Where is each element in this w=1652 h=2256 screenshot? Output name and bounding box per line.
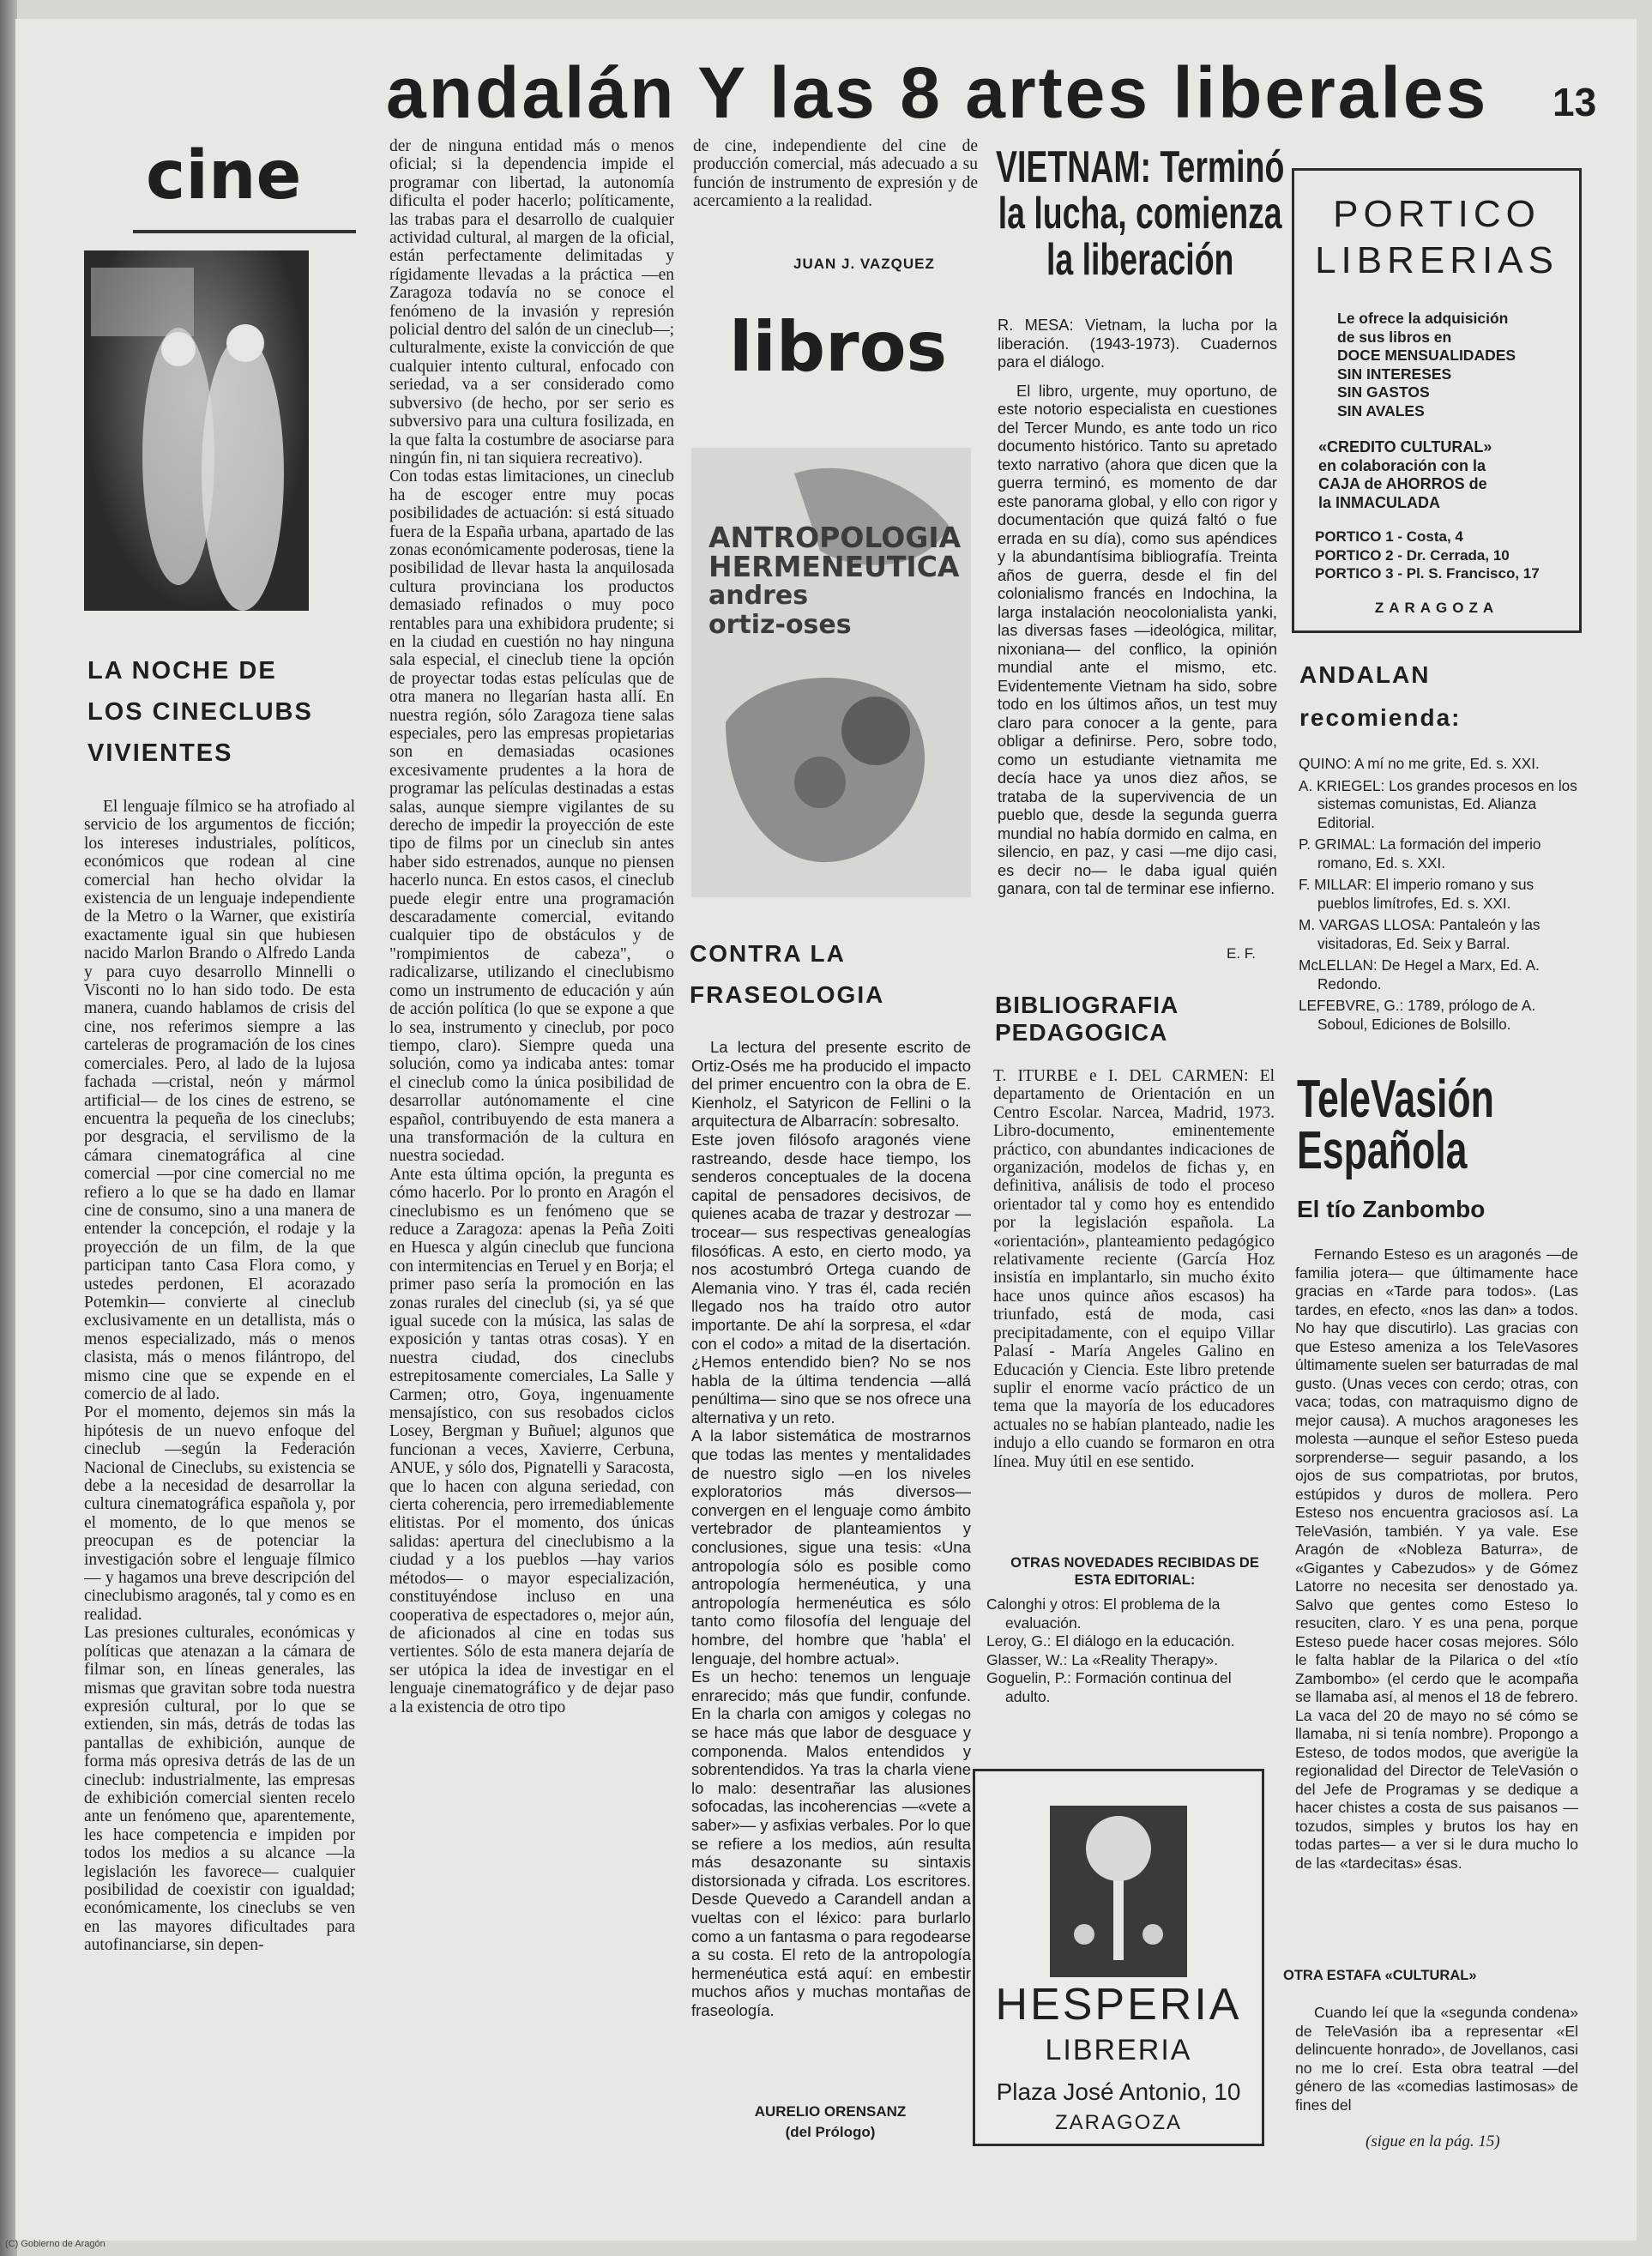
cine-body-1: El lenguaje fílmico se ha atrofiado al servicio de los argumentos de ficción; los intereses industriales, políticos, económicos que rodean al cine comercial han hecho olvidar la existencia de un lenguaje independiente de la Metro o la Warner, que existiría exactamente igual sin que hubiesen nacido Marlon Brando o Alfredo Landa y para cuyo desarrollo Minnelli o Visconti no lo han sido todo. De esta manera, cuando hablamos de crisis del cine, nos referimos siempre a las carteleras de programación de los cines comerciales. Pero, al lado de la lujosa fachada —cristal, neón y mármol artificial— de los cines de estreno, se encuentra la pequeña de los cineclubs; por desgracia, el servilismo de la cámara cinematográfica al cine comercial —por cine comercial no me refiero a lo que se ha dado en llamar cine de consumo, sino a una manera de entender la concepción, el rodaje y la proyección de un film, de la que participan tanto Casa Flora como, y ustedes perdonen, El acorazado Potemkin— convierte al cineclub exclusivamente en un detallista, más o menos especializado, más o menos clasista, más o menos filántropo, del mismo cine que se expende en el comercio de al lado. Por el momento, dejemos sin más la hipótesis de un nuevo enfoque del cineclub —según la Federación Nacional de Cineclubs, su existencia se debe a la necesidad de desarrollar la cultura cinematográfica española y, por el momento, de lo que menos se preocupan es de potenciar la investigación sobre el lenguaje fílmico— y hagamos una breve descripción del cineclubismo aragonés, tal y como es en realidad. Las presiones culturales, económicas y políticas que atenazan a la cámara de filmar son, en líneas generales, las mismas que gravitan sobre toda nuestra expresión cultural, por lo que se extienden, sin más, detrás de todas las pantallas de exhibición, aunque de forma más opresiva detrás de las de un cineclub: industrialmente, las empresas de exhibición comercial sienten recelo ante un fenómeno que, aparentemente, les hace competencia e impiden por todos los medios a su alcance —la legislación les favorece— cualquier posibilidad de coexistir con igualdad; económicamente, los cineclubs se ven en las mayores dificultades para autofinanciarse, sin depen- bbox=[84, 798, 355, 1955]
list-item: McLELLAN: De Hegel a Marx, Ed. A. Redondo. bbox=[1299, 956, 1540, 992]
cine-article-title: LA NOCHE DE LOS CINECLUBS VIVIENTES bbox=[87, 657, 313, 767]
libros-article-title: CONTRA LA FRASEOLOGIA bbox=[690, 940, 885, 1008]
hesperia-ad bbox=[973, 1769, 1264, 2146]
list-item: Goguelin, P.: Formación continua del adulto. bbox=[986, 1669, 1232, 1705]
recomienda-list bbox=[1299, 755, 1578, 1037]
credit-line: (C) Gobierno de Aragón bbox=[5, 2239, 106, 2249]
portico-title: PORTICO LIBRERIAS bbox=[1315, 193, 1559, 281]
tve-headline: TeleVasión Española bbox=[1297, 1070, 1494, 1180]
recomienda-title: ANDALAN recomienda: bbox=[1299, 661, 1462, 731]
list-item: P. GRIMAL: La formación del imperio romano, Ed. s. XXI. bbox=[1299, 835, 1541, 872]
page-number: 13 bbox=[1553, 80, 1597, 124]
binding-spine bbox=[0, 0, 17, 2256]
list-item: M. VARGAS LLOSA: Pantaleón y las visitadoras, Ed. Seix y Barral. bbox=[1299, 916, 1540, 952]
cine-column-2 bbox=[389, 137, 674, 2153]
book-cover bbox=[691, 448, 971, 897]
tve-subtitle: El tío Zanbombo bbox=[1297, 1196, 1486, 1222]
list-item: F. MILLAR: El imperio romano y sus pueblos limítrofes, Ed. s. XXI. bbox=[1299, 876, 1534, 912]
bibliografia-title: BIBLIOGRAFIA PEDAGOGICA bbox=[995, 992, 1179, 1046]
libros-body: La lectura del presente escrito de Ortiz-Osés me ha producido el impacto del primer encuentro con la obra de E. Kienholz, el Satyricon de Fellini o la arquitectura de Albarracín: sobresalto. Este joven filósofo aragonés viene rastreando, desde hace tiempo, los senderos conceptuales de la docena capital de pensadores decisivos, de quienes acaba de trazar y destrozar —trocear— sus respectivas genealogías filosóficas. A esto, en cierto modo, ya nos acostumbró Ortega cuando de Alemania vino. Y tras él, cada recién llegado nos ha traído otro autor importante. De ahí la sorpresa, el «dar con el codo» a mitad de la disertación. ¿Hemos entendido bien? No se nos habla de la última tendencia —allá penúltima— sino que se nos ofrece una alternativa y un reto. A la labor sistemática de mostrarnos que todas las mentes y mentalidades de nuestro siglo —en los niveles exploratorios más diversos— convergen en el lenguaje como ámbito vertebrador de planteamientos y conclusiones, sigue una tesis: «Una antropología sólo es posible como antropología hermenéutica, y una antropología hermenéutica es sólo tanto como filosofía del lenguaje del hombre, del hombre que 'habla' el lenguaje, del hombre actual». Es un hecho: tenemos un lenguaje enrarecido; más que fundir, confunde. En la charla con amigos y colegas no se hace más que labor de desguace y componenda. Malos entendidos y sobrentendidos. Ya tras la charla viene lo malo: desentrañar las alusiones sofocadas, las incoherencias —«vete a saber»— y asfixias verbales. Por lo que se refiere a los medios, aún resulta más desazonante su sintaxis distorsionada y cifrada. Los escritores. Desde Quevedo a Carandell andan a vueltas con el léxico: para burlarlo como a un fantasma o para regodearse a su costa. El reto de la antropología hermenéutica está aquí: en embestir muchos años y muchas montañas de fraseología. bbox=[691, 1038, 971, 2019]
section-title-cine: cine bbox=[146, 137, 302, 214]
portico-credit: «CREDITO CULTURAL» en colaboración con la CAJA de AHORROS de la INMACULADA bbox=[1318, 438, 1492, 511]
hesperia-name: HESPERIA bbox=[995, 1980, 1242, 2030]
libros-author: AURELIO ORENSANZ (del Prólogo) bbox=[754, 2103, 907, 2140]
vietnam-book-ref: R. MESA: Vietnam, la lucha por la liberación. (1943-1973). Cuadernos para el diálogo. bbox=[998, 316, 1277, 371]
vietnam-body: El libro, urgente, muy oportuno, de este notorio especialista en cuestiones del Tercer Mundo, es ante todo un rico documento histórico. Tanto su apretado texto narrativo (ahora que dicen que la guerra terminó, es momento de dar este panorama global, y ello con rigor y documentación que quizá faltó o fue errada en su día), como sus apéndices y la abundantísima bibliografía. Treinta años de guerra, desde el fin del colonialismo francés en Indochina, la larga instalación neocolonialista yanki, las diversas fases —ideológica, militar, nixoniana— del conflico, la opinión mundial ante el mismo, etc. Evidentemente Vietnam ha sido, sobre todo en los últimos años, un test muy claro para conocer a la gente, para obligar a definirse. Pero, sobre todo, como un estudiante vietnamita me decía hace ya unos diez años, se trataba de la supervivencia de un pueblo que, desde la segunda guerra mundial no había dormido en calma, en silencio, en paz, y casi —me dijo casi, es decir no— le daba igual quién ganara, con tal de terminar ese infierno. bbox=[998, 381, 1277, 897]
bibliografia-body: T. ITURBE e I. DEL CARMEN: El departamento de Orientación en un Centro Escolar. Narcea, Madrid, 1973. Libro-documento, eminentemente práctico, con abundantes indicaciones de organización, modelos de fichas y, en definitiva, análisis de todo el proceso orientador tal y como hoy es entendido por la legislación española. La «orientación», planteamiento pedagógico relativamente reciente (García Hoz insistía en implantarlo, sin mucho éxito hace unos quince años escasos) ha triunfado, está de moda, casi precipitadamente, con el equipo Villar Palasí - María Angeles Galino en Educación y Ciencia. Este libro pretende suplir el enorme vacío práctico de un tema que la mayoría de los educadores actuales no se habían planteado, nadie les indujo a ello cuando se formaron en otra línea. Muy útil en ese sentido. bbox=[993, 1067, 1275, 1471]
tve-column bbox=[1295, 1246, 1578, 1949]
masthead: andalán Y las 8 artes liberales bbox=[386, 52, 1489, 133]
hesperia-tree-logo bbox=[1050, 1806, 1187, 1977]
list-item: QUINO: A mí no me grite, Ed. s. XXI. bbox=[1299, 755, 1540, 772]
cine-column-1 bbox=[84, 798, 355, 2153]
portico-city: ZARAGOZA bbox=[1374, 600, 1499, 616]
vietnam-headline: VIETNAM: Terminó la lucha, comienza la liberación bbox=[996, 142, 1285, 285]
list-item: Glasser, W.: La «Reality Therapy». bbox=[986, 1650, 1219, 1668]
otras-novedades-title: OTRAS NOVEDADES RECIBIDAS DE ESTA EDITORIAL: bbox=[1010, 1555, 1259, 1588]
libros-column bbox=[691, 1038, 971, 2106]
hesperia-city: ZARAGOZA bbox=[1054, 2111, 1182, 2134]
otra-estafa-title: OTRA ESTAFA «CULTURAL» bbox=[1283, 1968, 1477, 1983]
list-item: Leroy, G.: El diálogo en la educación. bbox=[986, 1632, 1235, 1650]
hesperia-address: Plaza José Antonio, 10 bbox=[996, 2078, 1241, 2105]
otras-novedades-list bbox=[986, 1595, 1275, 1706]
portico-ad bbox=[1292, 168, 1582, 633]
vietnam-column bbox=[998, 316, 1277, 933]
cine-author: JUAN J. VAZQUEZ bbox=[793, 256, 935, 272]
cine-body-2: der de ninguna entidad más o menos oficial; si la dependencia impide el programar con libertad, la autonomía dificulta el poder hacerlo; políticamente, las trabas para el desarrollo de cualquier actividad cultural, al margen de la oficial, están perfectamente delimitadas y rígidamente llevadas a la práctica —en Zaragoza todavía no se conoce el fenómeno de la invasión y represión policial dentro del salón de un cineclub—; culturalmente, existe la convicción de que cualquier intento cultural, enfocado con seriedad, va a ser considerado como subversivo (de hecho, por ser serio es subversivo para una cultura fosilizada, en la que falta la costumbre de asociarse para ningún fin, ni tan siquiera recreativo). Con todas estas limitaciones, un cineclub ha de escoger entre muy pocas posibilidades de actuación: si está situado fuera de la España urbana, apartado de las zonas económicamente poderosas, tiene la posibilidad de llevar hasta la anquilosada cultura provinciana los productos demasiado refinados o muy poco rentables para una exhibidora prudente; si en la ciudad en cuestión no hay ninguna sala especial, el cineclub tiene la opción de proyectar todas estas películas que de otra manera no llegarían hasta allí. En nuestra región, sólo Zaragoza tiene salas especiales, pero las empresas propietarias son en demasiadas ocasiones excesivamente prudentes a la hora de programar las películas destinadas a estas salas, aunque siempre vigilantes de su derecho de impedir la proyección de este tipo de films por un cineclub sin antes haber sido estrenados, aunque no piensen hacerlo nunca. En estos casos, el cineclub puede elegir entre una programación descaradamente comercial, evitando cualquier tipo de obstáculos y de "rompimientos de cabeza", o radicalizarse, utilizando el cineclubismo como un instrumento de educación y aún de acción política (lo que se expone a que lo sea, instrumento y cineclub, por poco tiempo, claro). Siempre queda una solución, como ya indicaba antes: tomar el cineclub como la única posibilidad de desarrollar autónomamente el cine español, contribuyendo de esta manera a una transformación de la cultura en nuestra sociedad. Ante esta última opción, la pregunta es cómo hacerlo. Por lo pronto en Aragón el cineclubismo es un fenómeno que se reduce a Zaragoza: apenas la Peña Zoiti en Huesca y algún cineclub que funciona con intermitencias en Teruel y en Borja; el primer paso sería la promoción en las zonas rurales del cineclub (si, ya sé que igual sucede con la música, las salas de exposición y tantas otras cosas). Y en nuestra ciudad, dos cineclubs estrepitosamente comerciales, La Salle y Carmen; otro, Goya, ingenuamente mensajístico, con sus resobados ciclos Losey, Bergman y Buñuel; algunos que funcionan a veces, Xavierre, Cerbuna, ANUE, y sólo dos, Pignatelli y Saracosta, que lo hacen con alguna seriedad, con cierta coherencia, pero irremediablemente elitistas. Por el momento, dos únicas salidas: apertura del cineclubismo a la ciudad y a los pueblos —hay varios métodos— o mayor especialización, constituyéndose incluso en una cooperativa de espectadores o, mejor aún, de aficionados al cine en todas sus vertientes. Sólo de esta manera dejaría de ser utópica la idea de investigar en el lenguaje cinematográfico y de dejar paso a la existencia de otro tipo bbox=[389, 137, 674, 1716]
film-still-photo bbox=[84, 250, 309, 611]
book-cover-illustration bbox=[691, 448, 971, 897]
section-title-libros: libros bbox=[729, 307, 948, 387]
list-item: LEFEBVRE, G.: 1789, prólogo de A. Soboul, Ediciones de Bolsillo. bbox=[1299, 997, 1536, 1033]
otra-estafa-body: Cuando leí que la «segunda condena» de TeleVasión iba a representar «El delincuente honrado», de Jovellanos, casi no me lo creí. Esta obra teatral —del género de las «comedias lastimosas» de fines del bbox=[1295, 2004, 1578, 2114]
vietnam-initials: E. F. bbox=[1227, 945, 1257, 962]
film-still-figures bbox=[84, 250, 309, 611]
book-cover-title: ANTROPOLOGIA HERMENEUTICA andres ortiz-oses bbox=[708, 521, 962, 640]
portico-offer: Le ofrece la adquisición de sus libros en DOCE MENSUALIDADES SIN INTERESES SIN GASTOS SIN AVALES bbox=[1337, 310, 1516, 419]
portico-shops: PORTICO 1 - Costa, 4 PORTICO 2 - Dr. Cerrada, 10 PORTICO 3 - Pl. S. Francisco, 17 bbox=[1315, 528, 1540, 582]
continue-note: (sigue en la pág. 15) bbox=[1366, 2132, 1500, 2150]
tve-body: Fernando Esteso es un aragonés —de familia jotera— que últimamente hace gracias en «Tarde para todos». (Las tardes, en efecto, «nos las dan» a todos. No hay que discutirlo). Las gracias con que Esteso ameniza a los TeleVasores últimamente suelen ser baturradas de mal gusto. (Unas veces con cerdo; otras, con vaca; todas, con matraquismo digno de mejor causa). A muchos aragoneses les molesta —aunque el señor Esteso pueda sorprenderse— seguir pasando, a los ojos de sus compatriotas, por brutos, estúpidos y duros de mollera. Pero Esteso nos encuentra graciosos así. La TeleVasión, también. Y ya vale. Ese Aragón de «Nobleza Baturra», de «Gigantes y Cabezudos» y de Gómez Latorre no necesita ser denostado ya. Salvo que gentes como Esteso lo resuciten, claro. Y es una pena, porque Esteso puede hacer cosas mejores. Sólo le falta hablar de la Pilarica o del «tío Zambombo» (el cerdo que le acompaña se llamaba así, al menos el 18 de febrero. La vaca del 20 de mayo no sé cómo se llamaba, ni si tenía nombre). Propongo a Esteso, de todos modos, que averigüe la regionalidad del Director de TeleVasión o del Jefe de Programas y se dedique a hacer chistes a costa de sus paisanos —tozudos, simples y brutos los hay en todas partes— a ver si le dura mucho lo de las «tardecitas» ésas. bbox=[1295, 1246, 1578, 1872]
list-item: Calonghi y otros: El problema de la evaluación. bbox=[986, 1595, 1221, 1632]
hesperia-sub: LIBRERIA bbox=[1045, 2034, 1192, 2066]
bibliografia-column bbox=[993, 1067, 1275, 1547]
section-rule bbox=[133, 230, 356, 233]
otra-estafa-column bbox=[1295, 2004, 1578, 2132]
list-item: A. KRIEGEL: Los grandes procesos en los sistemas comunistas, Ed. Alianza Editorial. bbox=[1299, 776, 1577, 831]
cine-body-3: de cine, independiente del cine de producción comercial, más adecuado a su función de instrumento de expresión y de acercamiento a la realidad. bbox=[693, 137, 978, 211]
cine-column-3 bbox=[693, 137, 978, 213]
